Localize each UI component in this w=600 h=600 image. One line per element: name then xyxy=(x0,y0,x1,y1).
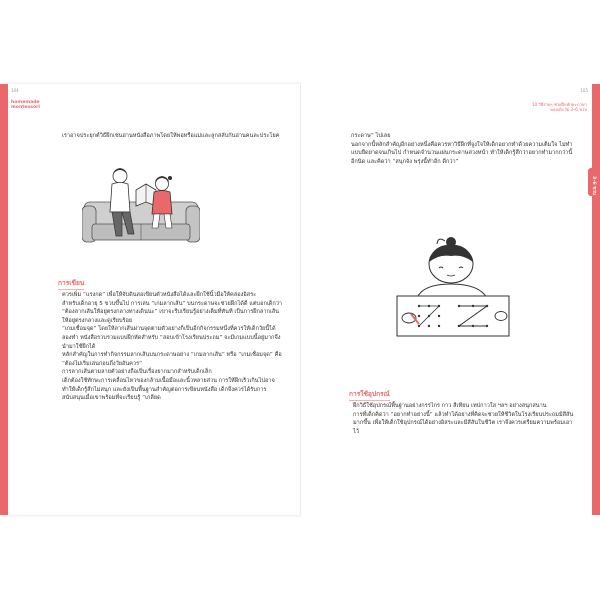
paragraph: สำหรับเด็กอายุ 5 ขวบขึ้นไป การเล่น “เกมลากเส้น” บนกระดาษจะช่วยฝึกได้ดี แต่บอกเด็กว่า “ต้องลากเส้นให้อยู่ตรงกลางทางเดินนะ” เขาจะรีบเรียนรู้อย่างเต็มที่ทันที เป็นการฝึกลากเส้นให้อยู่ตรงกลางและดูเรียบร้อย xyxy=(62,300,283,324)
right-intro-text xyxy=(351,132,573,166)
running-head: 10 วิธีง่ายๆ ช่วยฝึกทักษะภาษา ของเด็กวัย 3–6 ขวบ xyxy=(531,102,587,112)
section-heading-tools: การใช้อุปกรณ์ xyxy=(349,388,390,401)
writing-section-body xyxy=(62,291,284,403)
tools-section-body xyxy=(353,402,575,436)
section-heading-writing: การเขียน xyxy=(58,277,84,290)
page-number: 104 xyxy=(11,88,19,93)
paragraph: ควรเพิ่ม “แรงกด” เพื่อให้จับดินสอเขียนตัวหนังสือได้และฝึกใช้นิ้วมือให้คล่องอิสระ xyxy=(62,292,257,298)
paragraph: “เกมเชื่อมจุด” โดยให้ลากเส้นผ่านจุดตามตัวอย่างก็เป็นอีกกิจกรรมหนึ่งที่ควรให้เด็กวัยนี้ได้ลองทำ หนังสือรวบรวมแบบฝึกหัดสำหรับ “สอบเข้าโรงเรียนประถม” จะมีเกมแบบนี้อยู่มากจึงนำมาใช้ฝึกได้ xyxy=(62,326,281,350)
page-edge-marker xyxy=(592,84,600,515)
child-drawing-illustration xyxy=(383,232,523,337)
age-tab: 3–6 ขวบ xyxy=(588,168,600,196)
brand-logo: homemade montessori xyxy=(11,100,40,110)
paragraph: นอกจากนี้หลักสำคัญอีกอย่างหนึ่งคือควรหาวิธีฝึกที่จูงใจให้เด็กอยากทำด้วยความเต็มใจ ไม่ทำแบบยืดยาดจนเกินไป กำหนดจำนวนแผ่นกระดาษล่วงหน้า ทำให้เด็กรู้สึกว่าอยากทำมากกว่านี้อีกนิด และคิดว่า “สนุกจัง พรุ่งนี้ทำอีก ดีกว่า” xyxy=(351,141,573,165)
parent-child-reading-illustration xyxy=(82,162,200,252)
page-number: 105 xyxy=(580,88,588,93)
paragraph: การที่เด็กคิดว่า “อยากทำอย่างนี้” แล้วทำได้อย่างที่คิดจะช่วยให้ชีวิตในโรงเรียนประถมมีสีสันมากขึ้น เพื่อให้เด็กใช้อุปกรณ์ได้อย่างอิสระและมีสีสันในชีวิต เราจึงควรเตรียมความพร้อมเอาไว้ xyxy=(353,411,574,435)
intro-paragraph: เราอาจประยุกต์วิธีฝึกเช่นอ่านหนังสือภาพโดยให้พ่อหรือแม่และลูกสลับกันอ่านคนละประโยค xyxy=(62,133,280,139)
paragraph: กระดาษ” ไปเลย xyxy=(351,133,391,139)
paragraph: หลักสำคัญในการทำกิจกรรมลากเส้นบนกระดาษอย่าง “เกมลากเส้น” หรือ “เกมเชื่อมจุด” คือ “ต้องไม่เริ่มเล่นก่อนถึงวัยอันควร” xyxy=(62,352,282,367)
paragraph: การลากเส้นตามลายตัวอย่างถือเป็นเรื่องยากมากสำหรับเด็กเล็ก xyxy=(62,369,212,376)
page-edge-marker xyxy=(0,84,8,515)
paragraph: เด็กต้องใช้ทักษะการเคลื่อนไหวของกล้ามเนื้อมือและนิ้วหลายส่วน การให้ฝึกเร็วเกินไปอาจทำให้เด็กรู้สึกไม่สนุก และยังเป็นพื้นฐานสำคัญต่อการเขียนหนังสือ เด็กจึงควรได้รับการสนับสนุนเมื่อเขาพร้อมที่จะเรียนรู้ “เกลียด xyxy=(62,377,275,402)
paragraph: ฝึกวิธีใช้อุปกรณ์พื้นฐานอย่างกรรไกร กาว สีเทียน เทปกาวใส ฯลฯ อย่างสนุกสนาน xyxy=(353,403,547,409)
right-page xyxy=(301,84,600,515)
left-page xyxy=(0,84,301,515)
